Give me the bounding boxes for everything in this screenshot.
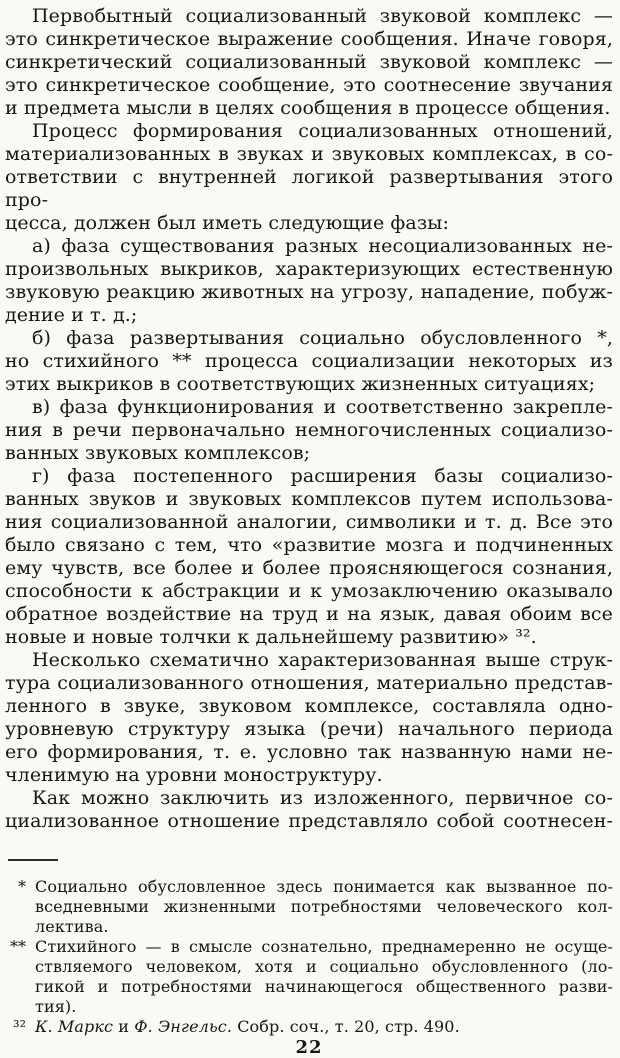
- text-line: его формирования, т. е. условно так названную нами не-: [5, 741, 613, 763]
- text-line: обратное воздействие на труд и на язык, давая обоим все: [5, 603, 613, 625]
- paragraph: [5, 787, 613, 833]
- paragraph: [5, 5, 613, 120]
- text-line: ему чувств, все более и более проясняющегося сознания,: [5, 557, 613, 579]
- text-line: членимую на уровни моноструктуру.: [5, 764, 383, 786]
- citation-author: Ф. Энгельс.: [134, 1017, 233, 1036]
- footnote: [5, 1017, 613, 1037]
- citation-author: К. Маркс: [35, 1017, 114, 1036]
- body-text: [5, 5, 613, 833]
- text-line: это синкретическое сообщение, это соотнесение звучания: [5, 74, 613, 96]
- text-line: синкретический социализованный звуковой комплекс —: [5, 51, 613, 73]
- footnote-separator: [8, 859, 58, 861]
- text-line: ванных звуковых комплексов;: [5, 442, 311, 464]
- text-line: ния социализованной аналогии, символики и т. д. Все это: [5, 511, 613, 533]
- text-line: цесса, должен был иметь следующие фазы:: [5, 212, 450, 234]
- paragraph: [5, 465, 613, 649]
- text-line: но стихийного ** процесса социализации некоторых из: [5, 350, 613, 372]
- footnote-line: гикой и потребностями начинающегося общественного разви-: [35, 977, 613, 996]
- text-line: Как можно заключить из изложенного, первичное со-: [32, 787, 613, 809]
- footnote-line: [35, 1017, 613, 1037]
- text-line: тура социализованного отношения, материально представ-: [5, 672, 613, 694]
- footnote-line: лектива.: [35, 917, 109, 936]
- text-line: циализованное отношение представляло собой соотнесен-: [5, 810, 613, 832]
- footnote: [5, 937, 613, 1017]
- text-line: в) фаза функционирования и соответственно закрепле-: [32, 396, 613, 418]
- page-number: 22: [295, 1037, 323, 1058]
- citation-text: и: [113, 1017, 135, 1036]
- text-line: ленного в звуке, звуковом комплексе, составляла одно-: [5, 695, 613, 717]
- text-line: произвольных выкриков, характеризующих естественную: [5, 258, 613, 280]
- footnote-line: вседневными жизненными потребностями человеческого кол-: [35, 897, 613, 916]
- footnote: [5, 877, 613, 937]
- text-line: ванных звуков и звуковых комплексов путем использова-: [5, 488, 613, 510]
- text-line: ответствии с внутренней логикой развертывания этого про-: [5, 166, 613, 211]
- footnotes-section: [5, 877, 613, 1037]
- paragraph: [5, 120, 613, 235]
- footnote-marker: *: [18, 877, 26, 896]
- text-line: г) фаза постепенного расширения базы социализо-: [32, 465, 613, 487]
- text-line: а) фаза существования разных несоциализованных не-: [32, 235, 613, 257]
- text-line: Несколько схематично характеризованная выше струк-: [32, 649, 613, 671]
- footnote-line: ствляемого человеком, хотя и социально обусловленного (ло-: [35, 957, 613, 976]
- text-line: Процесс формирования социализованных отношений,: [32, 120, 613, 142]
- text-line: дение и т. д.;: [5, 304, 138, 326]
- text-line: ния в речи первоначально немногочисленных социализо-: [5, 419, 613, 441]
- text-line: уровневую структуру языка (речи) начального периода: [5, 718, 613, 740]
- text-line: и предмета мысли в целях сообщения в процессе общения.: [5, 97, 611, 119]
- footnote-line: тия).: [35, 997, 77, 1016]
- footnote-line: Социально обусловленное здесь понимается как вызванное по-: [35, 877, 613, 896]
- paragraph: [5, 235, 613, 327]
- text-line: это синкретическое выражение сообщения. Иначе говоря,: [5, 28, 613, 50]
- text-line: новые и новые толчки к дальнейшему развитию» ³².: [5, 626, 537, 648]
- footnote-marker: **: [10, 937, 26, 956]
- paragraph: [5, 649, 613, 787]
- text-line: способности к абстракции и к умозаключению оказывало: [5, 580, 613, 602]
- text-line: звуковую реакцию животных на угрозу, нападение, побуж-: [5, 281, 613, 303]
- paragraph: [5, 396, 613, 465]
- text-line: б) фаза развертывания социально обусловленного *,: [32, 327, 613, 349]
- footnote-line: Стихийного — в смысле сознательно, преднамеренно не осуще-: [35, 937, 613, 956]
- footnote-marker: ³²: [13, 1017, 26, 1036]
- text-line: этих выкриков в соответствующих жизненных ситуациях;: [5, 373, 596, 395]
- citation-text: Собр. соч., т. 20, стр. 490.: [232, 1017, 460, 1036]
- paragraph: [5, 327, 613, 396]
- text-line: было связано с тем, что «развитие мозга и подчиненных: [5, 534, 613, 556]
- text-line: Первобытный социализованный звуковой комплекс —: [32, 5, 613, 27]
- text-line: материализованных в звуках и звуковых комплексах, в со-: [5, 143, 613, 165]
